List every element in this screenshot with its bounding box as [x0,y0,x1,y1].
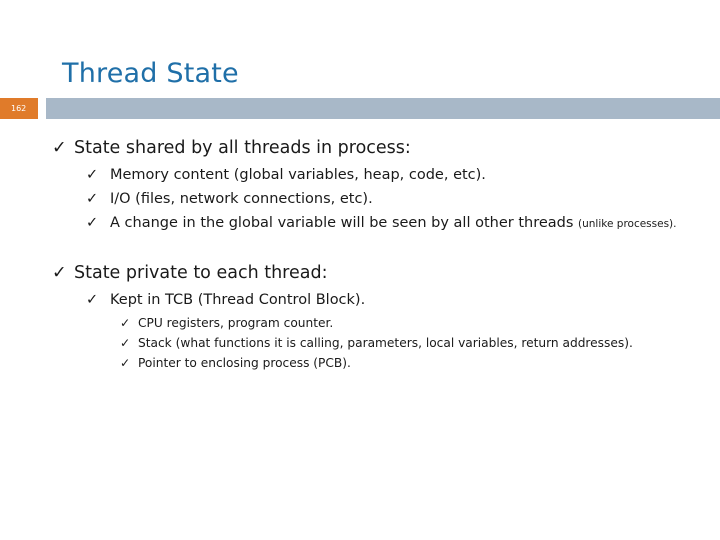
bullet-text: Stack (what functions it is calling, parameters, local variables, return addresses). [138,336,633,350]
check-icon: ✓ [120,336,131,350]
bullet-note: (unlike processes). [578,218,677,230]
bullet-text: State shared by all threads in process: [74,138,411,158]
bullet-shared-item [86,167,486,183]
bullet-shared-item [86,215,677,231]
bullet-tcb-item [120,316,333,330]
check-icon: ✓ [86,215,99,231]
check-icon: ✓ [86,167,99,183]
check-icon: ✓ [120,316,131,330]
bullet-text: CPU registers, program counter. [138,316,334,330]
title-divider-bar [46,98,720,119]
slide-title: Thread State [62,58,239,89]
bullet-text: Kept in TCB (Thread Control Block). [110,292,366,308]
bullet-tcb-item [120,356,351,370]
slide-number-badge: 162 [0,98,38,119]
check-icon: ✓ [86,191,99,207]
bullet-tcb-item [120,336,633,350]
bullet-text: A change in the global variable will be seen by all other threads [110,215,574,231]
bullet-text: State private to each thread: [74,263,328,283]
bullet-shared-heading [52,138,411,158]
check-icon: ✓ [52,138,67,158]
bullet-private-item [86,292,365,308]
bullet-text: Memory content (global variables, heap, code, etc). [110,167,486,183]
bullet-shared-item [86,191,373,207]
check-icon: ✓ [120,356,131,370]
bullet-text: I/O (files, network connections, etc). [110,191,373,207]
check-icon: ✓ [52,263,67,283]
check-icon: ✓ [86,292,99,308]
bullet-private-heading [52,263,327,283]
bullet-text: Pointer to enclosing process (PCB). [138,356,351,370]
